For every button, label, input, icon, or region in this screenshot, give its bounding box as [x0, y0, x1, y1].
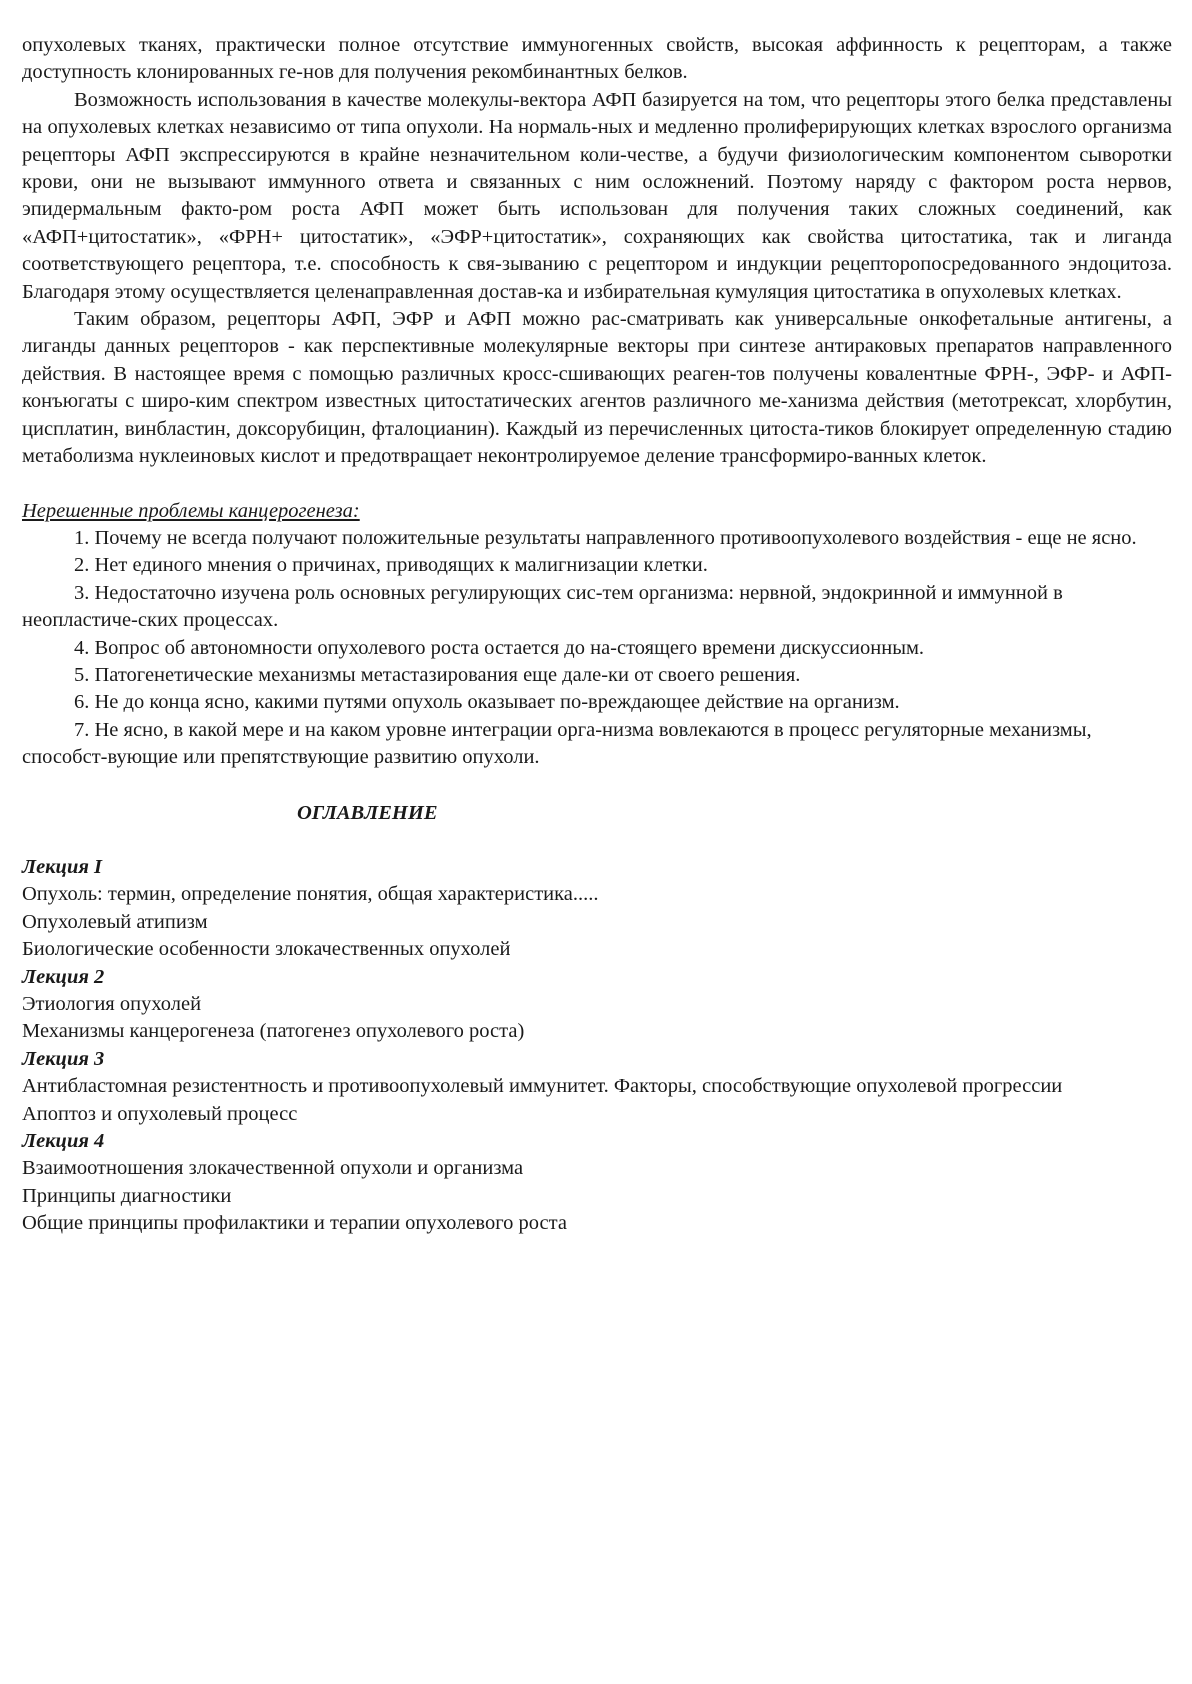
lecture-heading: Лекция 3 — [22, 1047, 105, 1070]
toc-lecture — [22, 854, 1172, 964]
toc-item: Апоптоз и опухолевый процесс — [22, 1102, 298, 1125]
document-page — [22, 32, 1172, 1238]
problem-item: 5. Патогенетические механизмы метастазирования еще дале-ки от своего решения. — [74, 663, 801, 686]
body-paragraph: Таким образом, рецепторы АФП, ЭФР и АФП можно рас-сматривать как универсальные онкофетальные антигены, а лиганды данных рецепторов - как перспективные молекулярные векторы при синтезе антираковых препаратов направленного действия. В настоящее время с помощью различных кросс-сшивающих реаген-тов получены ковалентные ФРН-, ЭФР- и АФП-конъюгаты с широ-ким спектром известных цитостатических агентов различного ме-ханизма действия (метотрексат, хлорбутин, цисплатин, винбластин, доксорубицин, фталоцианин). Каждый из перечисленных цитоста-тиков блокирует определенную стадию метаболизма нуклеиновых кислот и предотвращает неконтролируемое деление трансформиро-ванных клеток. — [22, 308, 1172, 468]
toc-item: Принципы диагностики — [22, 1184, 232, 1207]
lecture-heading: Лекция 4 — [22, 1130, 105, 1153]
toc-lecture — [22, 1128, 1172, 1238]
body-paragraph: Возможность использования в качестве молекулы-вектора АФП базируется на том, что рецепторы этого белка представлены на опухолевых клетках независимо от типа опухоли. На нормаль-ных и медленно пролиферирующих клетках взрослого организма рецепторы АФП экспрессируются в крайне незначительном коли-честве, а будучи физиологическим компонентом сыворотки крови, они не вызывают иммунного ответа и связанных с ним осложнений. Поэтому наряду с фактором роста нервов, эпидермальным факто-ром роста АФП может быть использован для получения таких сложных соединений, как «АФП+цитостатик», «ФРН+ цитостатик», «ЭФР+цитостатик», сохраняющих как свойства цитостатика, так и лиганда соответствующего рецептора, т.е. способность к свя-зыванию с рецептором и индукции рецепторопосредованного эндоцитоза. Благодаря этому осуществляется целенаправленная достав-ка и избирательная кумуляция цитостатика в опухолевых клетках. — [22, 88, 1172, 303]
problem-item: 4. Вопрос об автономности опухолевого роста остается до на-стоящего времени дискуссионным. — [74, 636, 925, 659]
problem-item: 1. Почему не всегда получают положительные результаты направленного противоопухолевого воздействия - еще не ясно. — [74, 526, 1137, 549]
toc-item: Опухоль: термин, определение понятия, общая характеристика..... — [22, 883, 599, 906]
toc-item: Биологические особенности злокачественных опухолей — [22, 938, 511, 961]
toc-item: Общие принципы профилактики и терапии опухолевого роста — [22, 1212, 567, 1235]
problem-item: 7. Не ясно, в какой мере и на каком уровне интеграции орга-низма вовлекаются в процесс регуляторные механизмы, способст-вующие или препятствующие развитию опухоли. — [22, 718, 1092, 769]
problem-item: 6. Не до конца ясно, какими путями опухоль оказывает по-вреждающее действие на организм. — [74, 691, 900, 714]
lecture-heading: Лекция 2 — [22, 965, 105, 988]
toc-lecture — [22, 964, 1172, 1046]
toc-title: ОГЛАВЛЕНИЕ — [297, 801, 438, 824]
problems-heading: Нерешенные проблемы канцерогенеза: — [22, 499, 360, 522]
toc-item: Этиология опухолей — [22, 993, 202, 1015]
toc-item: Механизмы канцерогенеза (патогенез опухолевого роста) — [22, 1020, 525, 1043]
section-gap — [22, 471, 1172, 498]
toc-item: Антибластомная резистентность и противоопухолевый иммунитет. Факторы, способствующие опухолевой прогрессии — [22, 1075, 1063, 1098]
toc-lecture — [22, 1046, 1172, 1128]
lecture-heading: Лекция I — [22, 855, 103, 878]
toc-item: Опухолевый атипизм — [22, 910, 208, 933]
body-paragraph: опухолевых тканях, практически полное отсутствие иммуногенных свойств, высокая аффинность к рецепторам, а также доступность клонированных ге-нов для получения рекомбинантных белков. — [22, 34, 1172, 84]
toc-item: Взаимоотношения злокачественной опухоли и организма — [22, 1157, 524, 1180]
problem-item: 3. Недостаточно изучена роль основных регулирующих сис-тем организма: нервной, эндокринной и иммунной в неопластиче-ских процессах. — [22, 581, 1063, 632]
problem-item: 2. Нет единого мнения о причинах, приводящих к малигнизации клетки. — [74, 554, 708, 577]
